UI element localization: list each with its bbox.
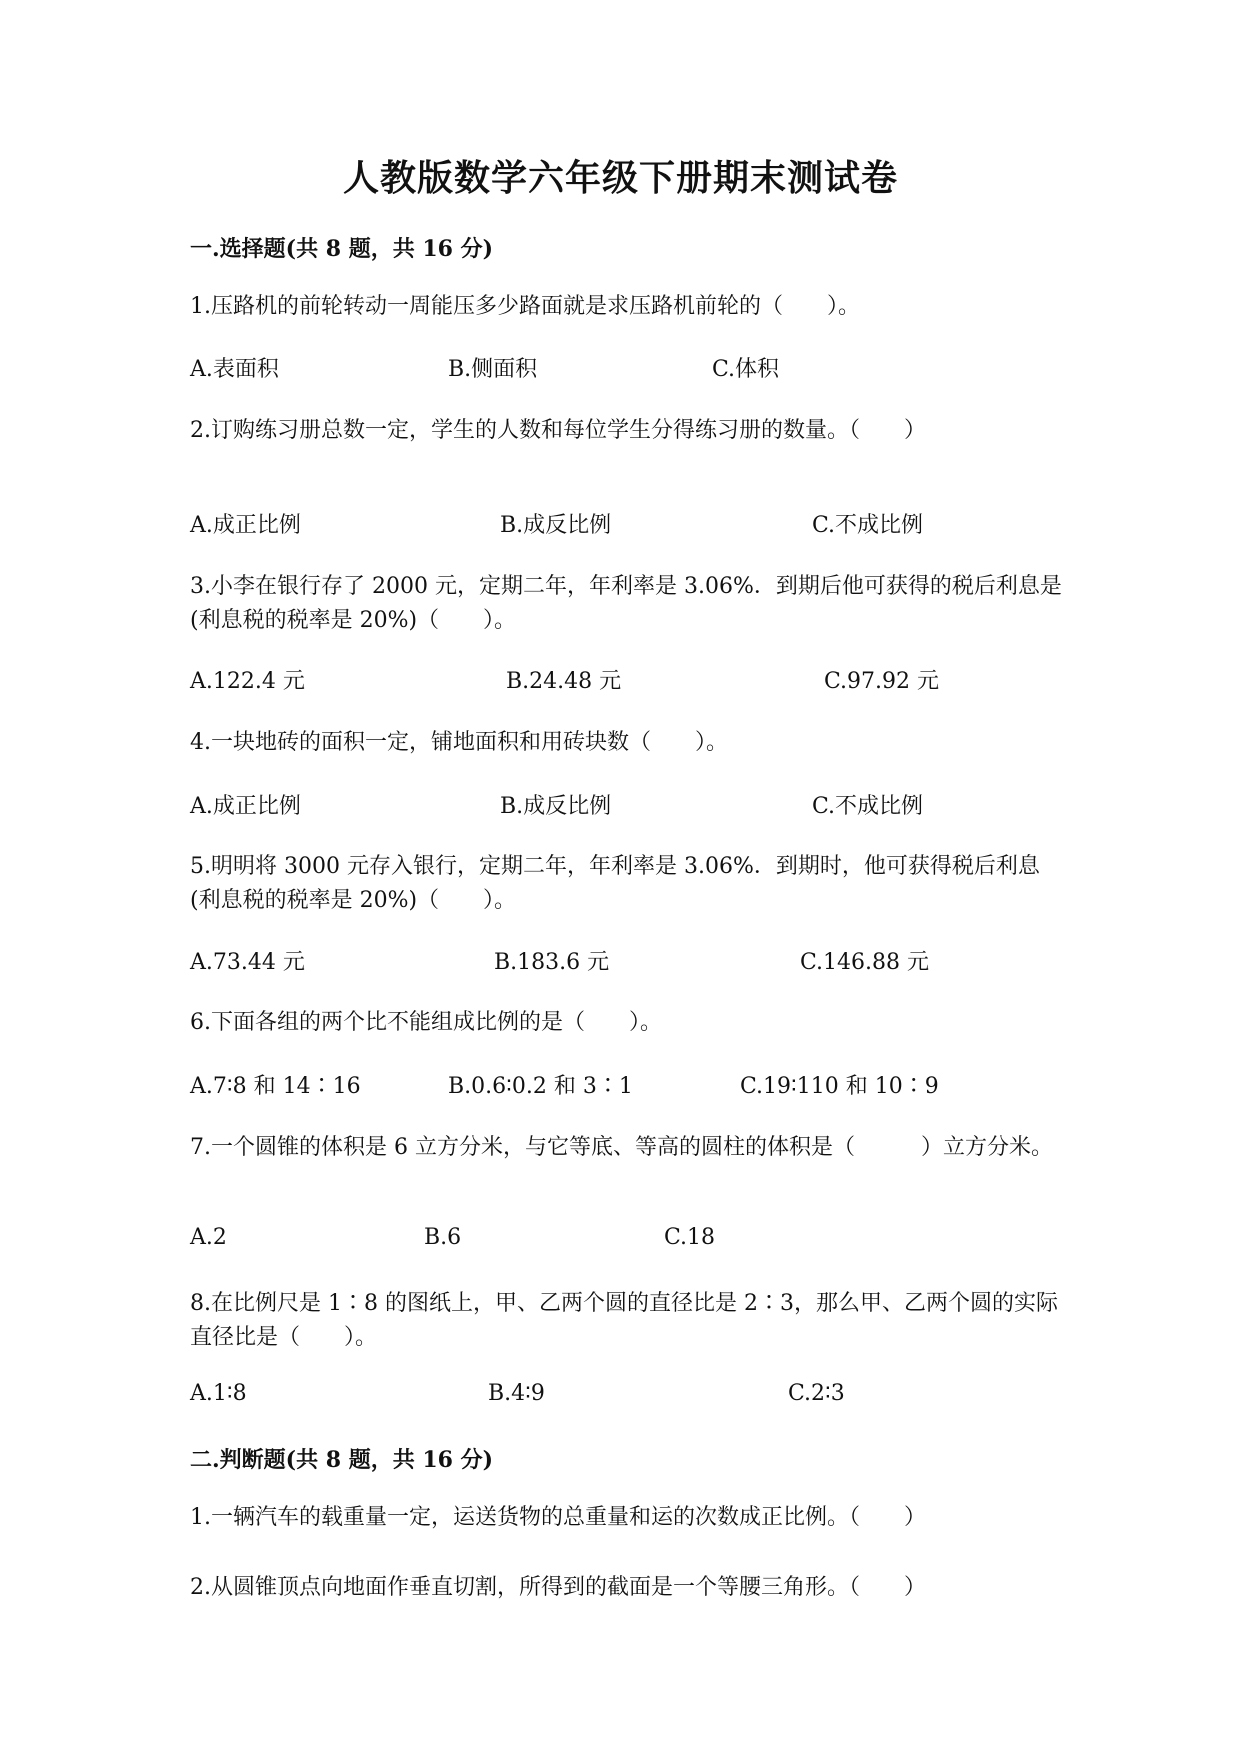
option-b: B.成反比例 — [500, 794, 612, 819]
option-c: C.2∶3 — [788, 1381, 845, 1406]
option-c: C.97.92 元 — [824, 669, 940, 694]
option-c: C.146.88 元 — [800, 950, 930, 975]
question-text: 1.压路机的前轮转动一周能压多少路面就是求压路机前轮的（ ）。 — [190, 294, 860, 319]
option-c: C.不成比例 — [812, 794, 924, 819]
page-title: 人教版数学六年级下册期末测试卷 — [342, 157, 898, 199]
option-a: A.7∶8 和 14∶16 — [190, 1074, 361, 1099]
question-text: 2.从圆锥顶点向地面作垂直切割，所得到的截面是一个等腰三角形。（ ） — [190, 1575, 926, 1600]
question-text: 8.在比例尺是 1∶8 的图纸上，甲、乙两个圆的直径比是 2∶3，那么甲、乙两个圆的实际直径比是（ ）。 — [190, 1291, 1058, 1350]
option-c: C.不成比例 — [812, 513, 924, 538]
question-text: 2.订购练习册总数一定，学生的人数和每位学生分得练习册的数量。（ ） — [190, 418, 926, 443]
section-heading-judgment: 二.判断题(共 8 题，共 16 分) — [190, 1447, 494, 1473]
option-b: B.0.6∶0.2 和 3∶1 — [448, 1074, 633, 1099]
question-text: 3.小李在银行存了 2000 元，定期二年，年利率是 3.06%．到期后他可获得的税后利息是(利息税的税率是 20%)（ ）。 — [190, 574, 1062, 633]
option-a: A.122.4 元 — [190, 669, 305, 694]
question-text: 7.一个圆锥的体积是 6 立方分米，与它等底、等高的圆柱的体积是（ ）立方分米。 — [190, 1135, 1053, 1160]
option-c: C.体积 — [712, 357, 780, 382]
question-text: 4.一块地砖的面积一定，铺地面积和用砖块数（ ）。 — [190, 730, 728, 755]
question-text: 1.一辆汽车的载重量一定，运送货物的总重量和运的次数成正比例。（ ） — [190, 1505, 926, 1530]
option-a: A.2 — [190, 1225, 227, 1250]
option-c: C.19∶110 和 10∶9 — [740, 1074, 939, 1099]
option-a: A.成正比例 — [190, 513, 301, 538]
option-b: B.183.6 元 — [494, 950, 610, 975]
option-a: A.成正比例 — [190, 794, 301, 819]
option-b: B.侧面积 — [448, 357, 538, 382]
option-a: A.表面积 — [190, 357, 279, 382]
option-a: A.73.44 元 — [190, 950, 305, 975]
option-b: B.6 — [424, 1225, 462, 1250]
question-text: 6.下面各组的两个比不能组成比例的是（ ）。 — [190, 1010, 662, 1035]
option-a: A.1∶8 — [190, 1381, 247, 1406]
section-heading-choice: 一.选择题(共 8 题，共 16 分) — [190, 236, 494, 262]
option-b: B.4∶9 — [488, 1381, 545, 1406]
option-b: B.成反比例 — [500, 513, 612, 538]
option-c: C.18 — [664, 1225, 716, 1250]
question-text: 5.明明将 3000 元存入银行，定期二年，年利率是 3.06%．到期时，他可获得税后利息(利息税的税率是 20%)（ ）。 — [190, 854, 1040, 913]
option-b: B.24.48 元 — [506, 669, 622, 694]
